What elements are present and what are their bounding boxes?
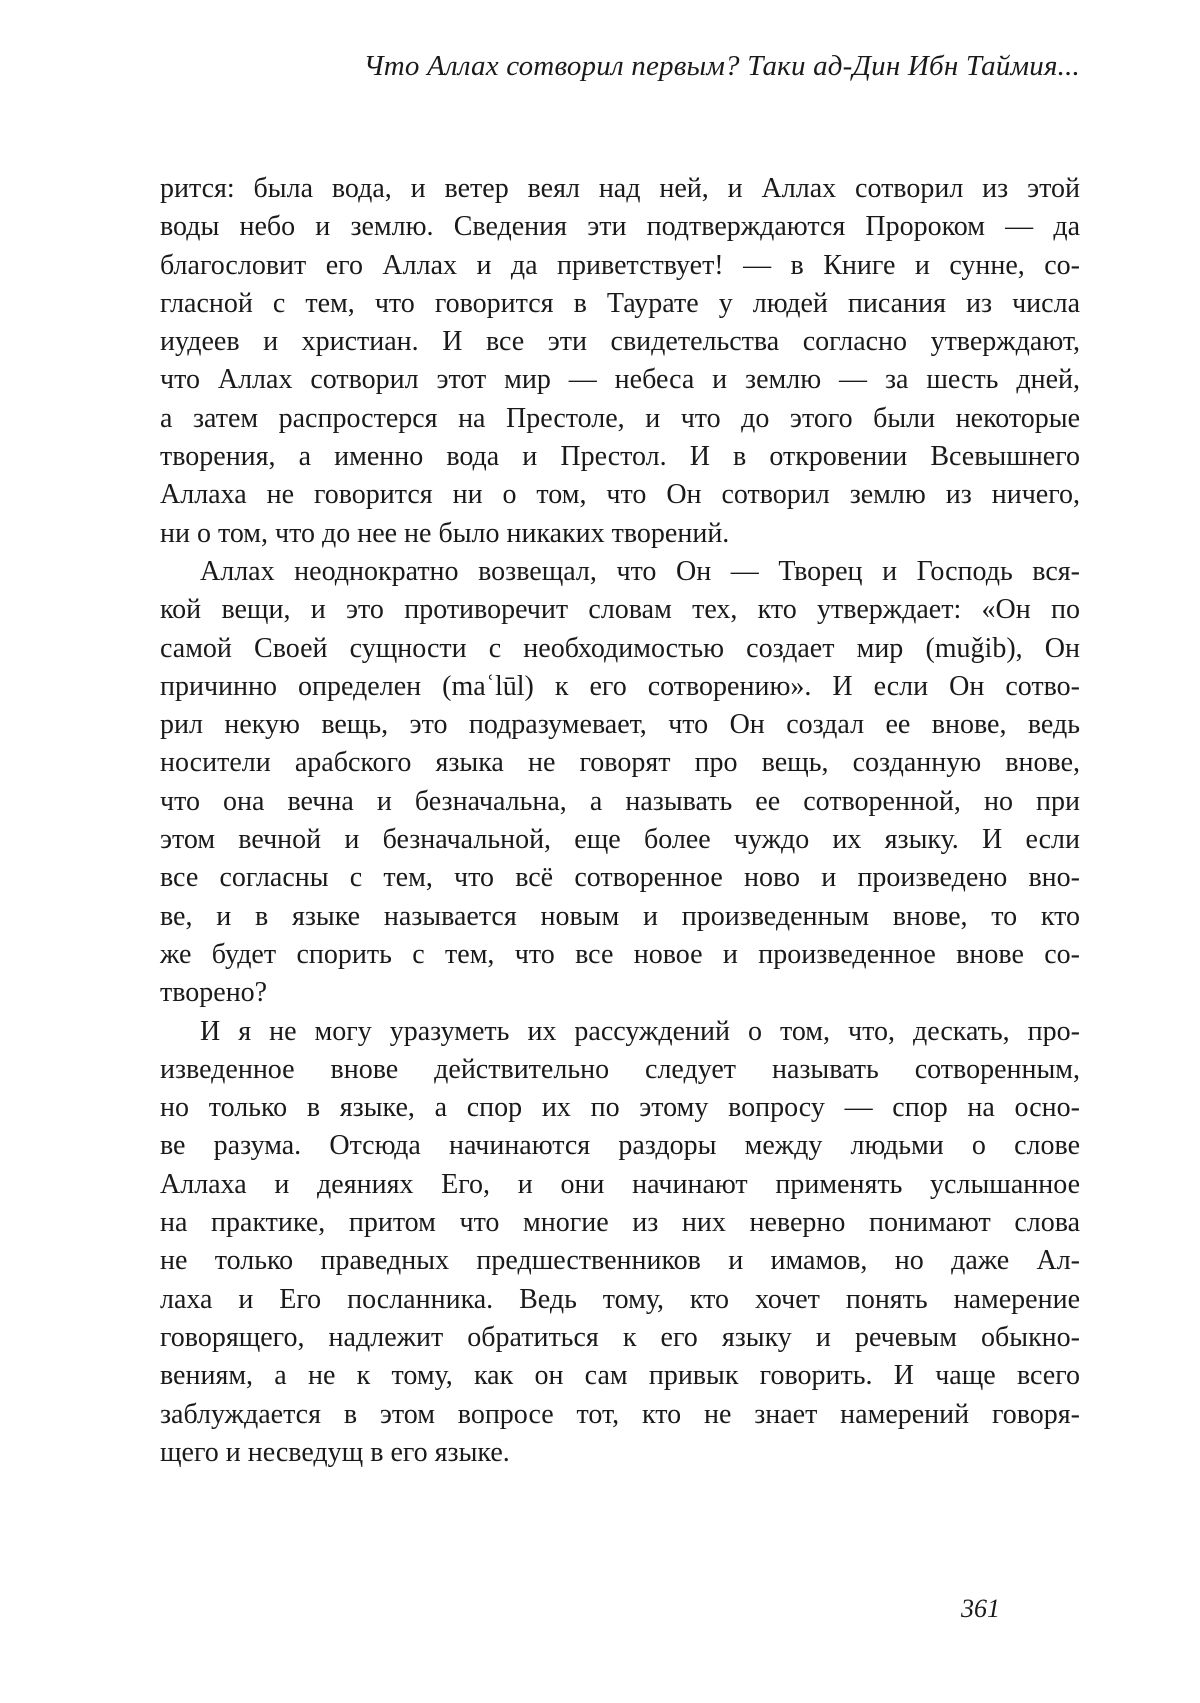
text-line: что она вечна и безначальна, а называть ее сотворенной, но при [160,785,1080,817]
text-line: творения, а именно вода и Престол. И в откровении Всевышнего [160,441,1080,473]
text-line: но только в языке, а спор их по этому вопросу — спор на осно- [160,1092,1080,1124]
text-line: воды небо и землю. Сведения эти подтверждаются Пророком — да [160,211,1080,243]
text-line: этом вечной и безначальной, еще более чуждо их языку. И если [160,824,1080,856]
text-line: не только праведных предшественников и имамов, но даже Ал- [160,1245,1080,1277]
text-line: иудеев и христиан. И все эти свидетельства согласно утверждают, [160,326,1080,358]
text-line: благословит его Аллах и да приветствует! — в Книге и сунне, со- [160,249,1080,281]
text-line: что Аллах сотворил этот мир — небеса и землю — за шесть дней, [160,364,1080,396]
page-number: 361 [961,1594,1000,1623]
body-text [160,170,1080,1472]
paragraph [160,553,1080,1013]
text-line: рится: была вода, и ветер веял над ней, и Аллах сотворил из этой [160,173,1080,204]
text-line: щего и несведущ в его языке. [160,1436,510,1468]
text-line: а затем распростерся на Престоле, и что до этого были некоторые [160,402,1080,434]
text-line: на практике, притом что многие из них неверно понимают слова [160,1207,1080,1239]
text-line: носители арабского языка не говорят про вещь, созданную внове, [160,747,1080,779]
text-line: И я не могу уразуметь их рассуждений о том, что, дескать, про- [200,1015,1080,1047]
text-line: говорящего, надлежит обратиться к его языку и речевым обыкно- [160,1321,1080,1353]
text-line: ве, и в языке называется новым и произведенным внове, то кто [160,900,1080,932]
text-line: лаха и Его посланника. Ведь тому, кто хочет понять намерение [160,1283,1080,1315]
text-line: ве разума. Отсюда начинаются раздоры между людьми о слове [160,1130,1080,1162]
text-line: изведенное внове действительно следует называть сотворенным, [160,1053,1080,1085]
text-line: рил некую вещь, это подразумевает, что Он создал ее внове, ведь [160,709,1080,741]
text-line: Аллах неоднократно возвещал, что Он — Творец и Господь вся- [200,555,1080,587]
text-line: причинно определен (maʿlūl) к его сотворению». И если Он сотво- [160,670,1080,702]
text-line: гласной с тем, что говорится в Таурате у людей писания из числа [160,287,1080,319]
text-line: заблуждается в этом вопросе тот, кто не знает намерений говоря- [160,1398,1080,1430]
text-line: вениям, а не к тому, как он сам привык говорить. И чаще всего [160,1360,1080,1392]
text-line: ни о том, что до нее не было никаких творений. [160,517,730,549]
text-line: творено? [160,977,268,1009]
paragraph [160,1013,1080,1473]
text-line: кой вещи, и это противоречит словам тех, кто утверждает: «Он по [160,594,1080,626]
running-header: Что Аллах сотворил первым? Таки ад-Дин Ибн Таймия... [363,50,1080,82]
text-line: Аллаха и деяниях Его, и они начинают применять услышанное [160,1168,1080,1200]
text-line: Аллаха не говорится ни о том, что Он сотворил землю из ничего, [160,479,1080,511]
text-line: самой Своей сущности с необходимостью создает мир (muǧib), Он [160,632,1080,664]
paragraph [160,170,1080,553]
text-line: же будет спорить с тем, что все новое и произведенное внове со- [160,938,1080,970]
text-line: все согласны с тем, что всё сотворенное ново и произведено вно- [160,862,1080,894]
